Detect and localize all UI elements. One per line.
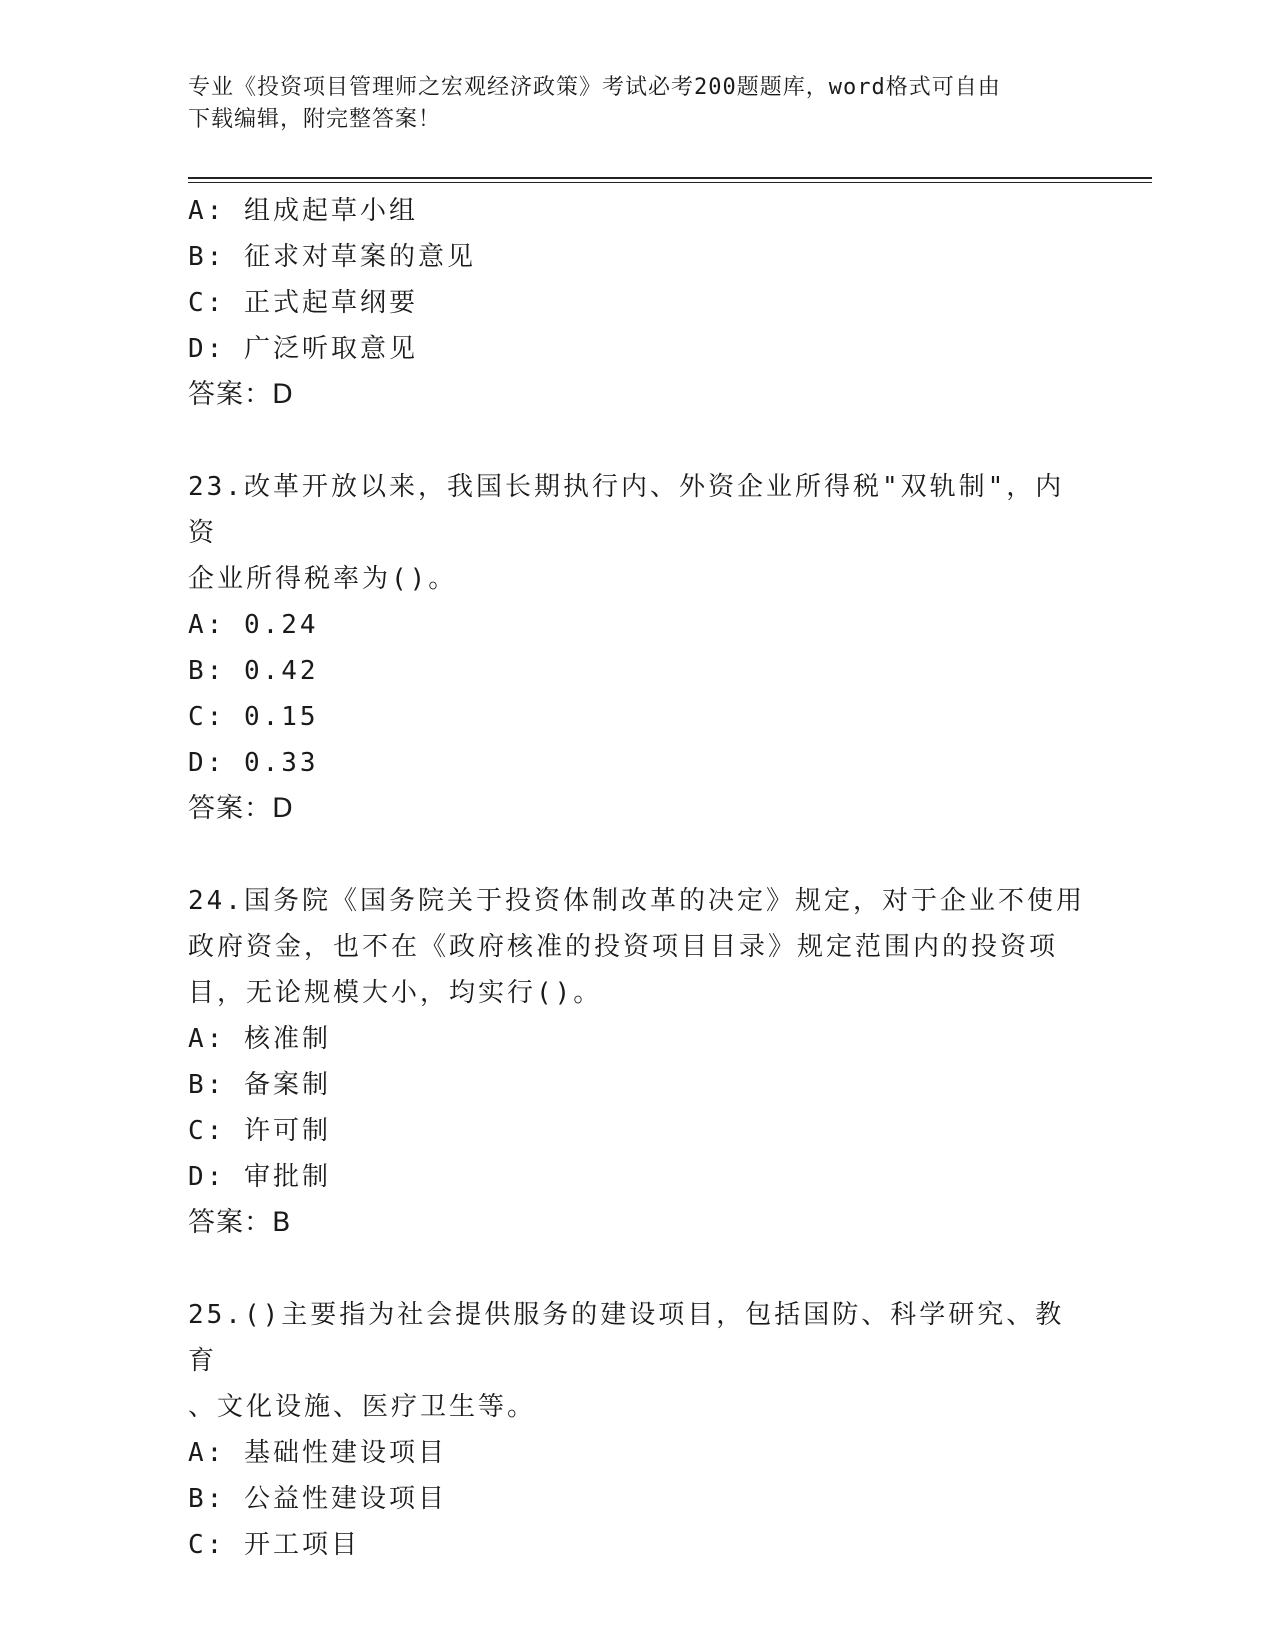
answer: 答案：B [188, 1207, 292, 1238]
question-25 [188, 1292, 1088, 1568]
header-divider-thick [188, 177, 1152, 179]
question-list [188, 188, 1088, 1568]
document-header [188, 72, 1088, 136]
answer: 答案：D [188, 793, 294, 824]
option-b: B: 公益性建设项目 [188, 1484, 447, 1514]
option-c: C: 0.15 [188, 702, 319, 732]
header-line-1: 专业《投资项目管理师之宏观经济政策》考试必考200题题库，word格式可自由 [188, 75, 1001, 100]
question-text-line-2: 企业所得税率为()。 [188, 564, 458, 594]
question-text-line-1: 23.改革开放以来，我国长期执行内、外资企业所得税"双轨制"，内资 [188, 472, 1065, 548]
question-text-line-1: 24.国务院《国务院关于投资体制改革的决定》规定，对于企业不使用 [188, 886, 1085, 916]
option-c: C: 正式起草纲要 [188, 288, 418, 318]
option-a: A: 0.24 [188, 610, 319, 640]
question-text-line-3: 目，无论规模大小，均实行()。 [188, 978, 603, 1008]
option-c: C: 许可制 [188, 1116, 331, 1146]
option-a: A: 组成起草小组 [188, 196, 418, 226]
option-b: B: 0.42 [188, 656, 319, 686]
spacer [188, 418, 1088, 464]
option-a: A: 基础性建设项目 [188, 1438, 447, 1468]
question-23 [188, 464, 1088, 832]
option-d: D: 广泛听取意见 [188, 334, 418, 364]
option-d: D: 0.33 [188, 748, 319, 778]
header-divider-thin [188, 182, 1152, 183]
option-d: D: 审批制 [188, 1162, 331, 1192]
spacer [188, 832, 1088, 878]
option-b: B: 备案制 [188, 1070, 331, 1100]
question-text-line-1: 25.()主要指为社会提供服务的建设项目，包括国防、科学研究、教育 [188, 1300, 1065, 1376]
question-text-line-2: 政府资金，也不在《政府核准的投资项目目录》规定范围内的投资项 [188, 932, 1059, 962]
question-24 [188, 878, 1088, 1246]
option-b: B: 征求对草案的意见 [188, 242, 476, 272]
answer: 答案：D [188, 379, 294, 410]
header-line-2: 下载编辑，附完整答案！ [188, 107, 442, 132]
option-c: C: 开工项目 [188, 1530, 360, 1560]
spacer [188, 1246, 1088, 1292]
question-text-line-2: 、文化设施、医疗卫生等。 [188, 1392, 537, 1422]
option-a: A: 核准制 [188, 1024, 331, 1054]
question-22 [188, 188, 1088, 418]
